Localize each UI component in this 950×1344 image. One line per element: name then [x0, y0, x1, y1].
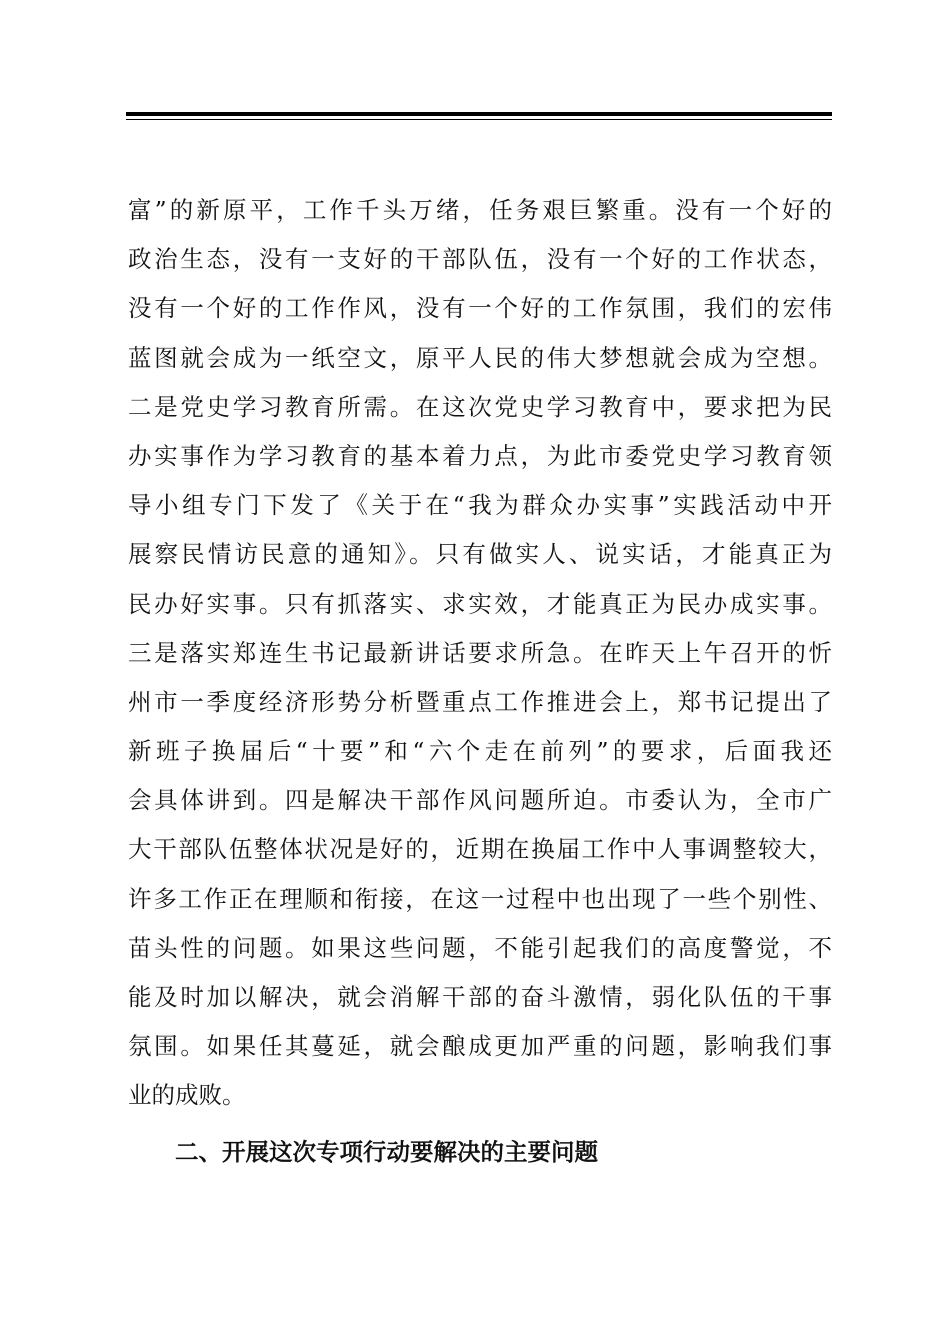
- text-line: 氛围。如果任其蔓延，就会酿成更加严重的问题，影响我们事: [128, 1032, 832, 1061]
- text-line: 办实事作为学习教育的基本着力点，为此市委党史学习教育领: [128, 441, 832, 470]
- text-line: 会具体讲到。四是解决干部作风问题所迫。市委认为，全市广: [128, 786, 832, 815]
- text-line: 苗头性的问题。如果这些问题，不能引起我们的高度警觉，不: [128, 933, 832, 962]
- text-line: 大干部队伍整体状况是好的，近期在换届工作中人事调整较大，: [128, 835, 832, 864]
- body-paragraph: [128, 186, 832, 1121]
- text-line: 许多工作正在理顺和衔接，在这一过程中也出现了一些个别性、: [128, 884, 832, 913]
- text-line: 能及时加以解决，就会消解干部的奋斗激情，弱化队伍的干事: [128, 983, 832, 1011]
- text-line: 蓝图就会成为一纸空文，原平人民的伟大梦想就会成为空想。: [128, 343, 832, 372]
- text-line: 没有一个好的工作作风，没有一个好的工作氛围，我们的宏伟: [128, 294, 832, 323]
- text-line: 民办好实事。只有抓落实、求实效，才能真正为民办成实事。: [128, 589, 832, 618]
- text-line: 三是落实郑连生书记最新讲话要求所急。在昨天上午召开的忻: [128, 638, 832, 667]
- section-heading: 二、开展这次专项行动要解决的主要问题: [175, 1138, 598, 1166]
- header-rule-thick: [126, 112, 832, 116]
- text-line: 二是党史学习教育所需。在这次党史学习教育中，要求把为民: [128, 392, 832, 421]
- header-rule-thin: [126, 119, 832, 120]
- text-line: 富”的新原平，工作千头万绪，任务艰巨繁重。没有一个好的: [128, 196, 832, 224]
- text-line: 展察民情访民意的通知》。只有做实人、说实话，才能真正为: [128, 540, 832, 569]
- text-line: 州市一季度经济形势分析暨重点工作推进会上，郑书记提出了: [128, 687, 832, 716]
- text-line: 业的成败。: [128, 1081, 246, 1110]
- text-line: 政治生态，没有一支好的干部队伍，没有一个好的工作状态，: [128, 245, 832, 274]
- text-line: 导小组专门下发了《关于在“我为群众办实事”实践活动中开: [128, 491, 832, 520]
- text-line: 新班子换届后“十要”和“六个走在前列”的要求，后面我还: [128, 737, 832, 766]
